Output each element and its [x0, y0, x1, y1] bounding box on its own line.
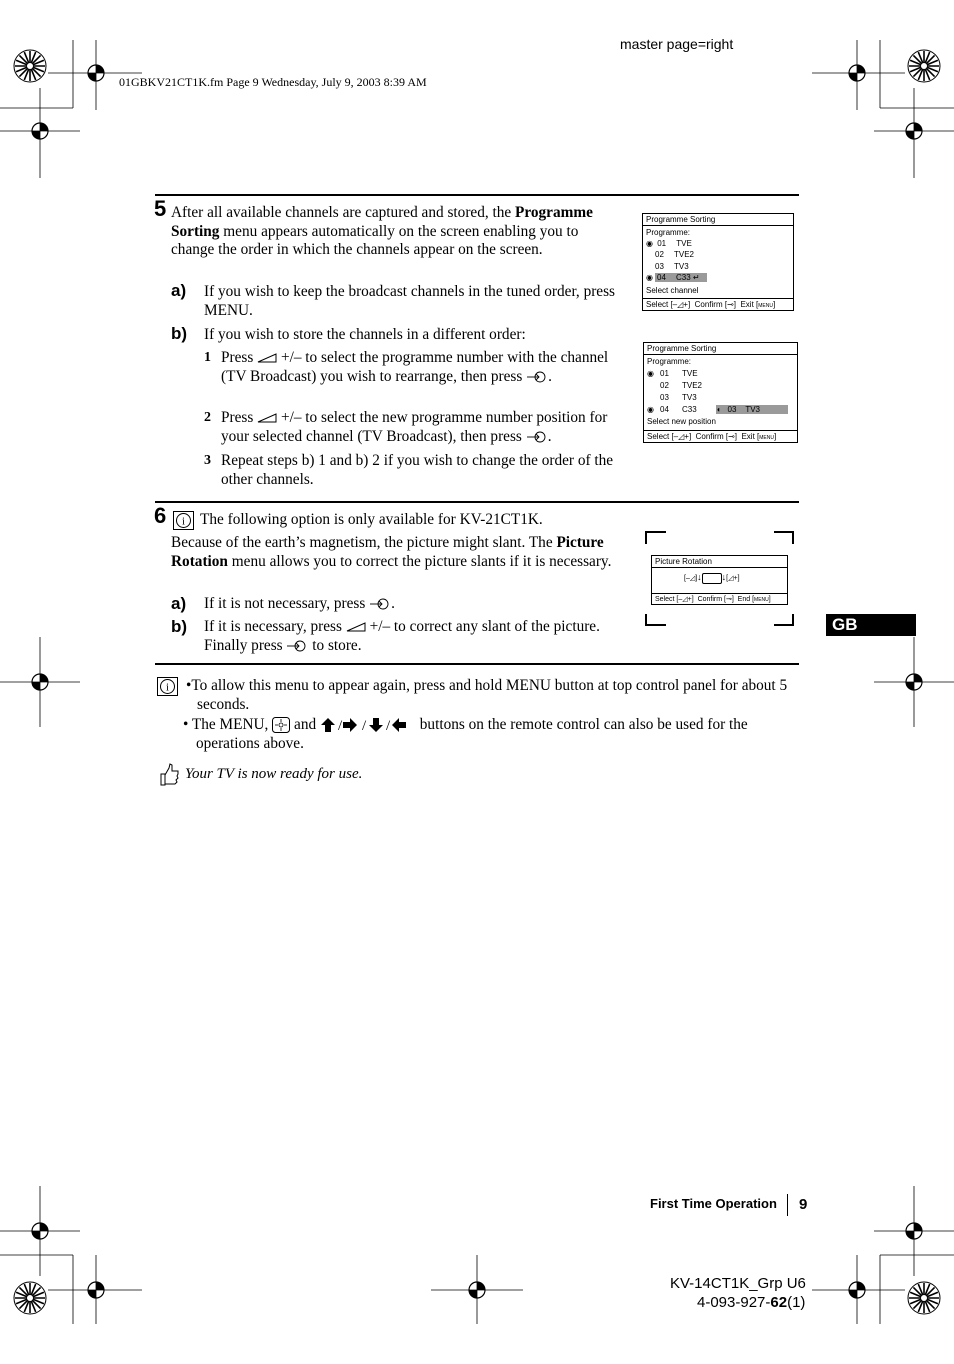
sub-step-1-pre: Press [221, 349, 258, 366]
step-6-b-text [204, 618, 624, 655]
enter-icon [369, 598, 391, 610]
menu-row-selected [647, 405, 788, 414]
enter-icon [286, 640, 308, 652]
rotate-right-arrow-icon: ↓ [721, 572, 727, 582]
step-5-a-label: a) [171, 281, 187, 300]
moving-name: TV3 [745, 405, 760, 414]
svg-text:i: i [165, 681, 170, 694]
row-name: TV3 [682, 393, 697, 402]
row-num: 02 [655, 250, 664, 259]
moving-channel [716, 405, 788, 414]
menu-label: Programme: [646, 228, 691, 237]
menu-row [646, 239, 692, 248]
menu-row [660, 381, 702, 390]
menu-row [660, 393, 697, 402]
row-name: TVE2 [682, 381, 703, 390]
step-5-number: 5 [154, 196, 167, 221]
screen-icon [702, 573, 722, 584]
row-name: C33 [682, 405, 697, 414]
row-num: 02 [660, 381, 669, 390]
note-bullet-1: •To allow this menu to appear again, press and hold MENU button at top control panel for about 5 seconds. [186, 677, 788, 713]
step-5-intro-text-end: menu appears automatically on the screen enabling you to change the order in which the channels appear on the screen. [171, 222, 579, 258]
sub-step-1-text [221, 349, 623, 386]
row-num: 01 [657, 239, 667, 248]
menu-key: MENU [754, 597, 769, 603]
section-rule-middle [155, 501, 799, 503]
menu-title: Programme Sorting [644, 343, 797, 355]
footer-select: Select [655, 596, 675, 603]
cursor-icon: ◉ [646, 239, 653, 248]
programme-sorting-menu-position [643, 342, 798, 443]
up-arrow-icon [321, 718, 335, 732]
note-bullet-2 [183, 716, 814, 753]
row-name: TVE [676, 239, 692, 248]
footer-exit: Exit [741, 432, 755, 441]
info-icon [173, 511, 194, 530]
cursor-icon: ◉ [647, 405, 654, 414]
menu-label: Programme: [647, 357, 692, 366]
svg-text:/: / [385, 718, 391, 734]
programme-sorting-menu-select [642, 213, 794, 311]
part-code-pre: 4-093-927- [697, 1294, 771, 1311]
note-bullet-2-post: buttons on the remote control can also be used for the operations above. [196, 716, 748, 752]
part-code-bold: 62 [770, 1294, 788, 1311]
step-6-b-end: to store. [308, 636, 362, 654]
row-name: C33 [676, 273, 691, 282]
file-info: 01GBKV21CT1K.fm Page 9 Wednesday, July 9, 2003 8:39 AM [119, 75, 427, 89]
down-arrow-icon [369, 718, 383, 732]
return-arrow-icon: ◖ [716, 405, 721, 414]
menu-row-selected [646, 273, 707, 282]
rotation-control: [–◿]↓ ↓[◿+] [684, 572, 740, 582]
highlight [655, 273, 707, 282]
sub-step-2-pre: Press [221, 409, 258, 426]
menu-key: MENU [759, 435, 774, 441]
sub-step-2-number: 2 [204, 410, 211, 425]
step-5-intro [171, 204, 623, 260]
footer-end: End [737, 596, 751, 603]
sub-step-1-end: . [548, 367, 552, 385]
programme-sorting-term: Programme Sorting [171, 204, 593, 240]
row-name: TVE [682, 369, 698, 378]
svg-text:/: / [361, 718, 367, 734]
info-icon [157, 677, 178, 696]
sub-step-3-text: Repeat steps b) 1 and b) 2 if you wish to change the order of the other channels. [221, 452, 614, 488]
page-number: 9 [799, 1196, 808, 1213]
step-6-a-label: a) [171, 594, 187, 613]
row-num: 03 [660, 393, 669, 402]
left-arrow-icon [392, 718, 406, 732]
menu-row [655, 262, 689, 271]
menu-footer: Select [–◿+] Confirm [⊸] Exit [MENU] [643, 298, 793, 310]
step-6-note: The following option is only available for KV-21CT1K. [200, 511, 543, 528]
part-code-post: (1) [787, 1294, 806, 1311]
sub-step-3-number: 3 [204, 453, 211, 468]
row-num: 04 [657, 273, 666, 282]
step-6-a-text [204, 595, 624, 614]
picture-rotation-term: Picture Rotation [171, 534, 604, 570]
svg-text:/: / [337, 718, 343, 734]
menu-row [647, 369, 698, 378]
master-page-label: master page=right [620, 36, 734, 52]
menu-footer: Select [–◿+] Confirm [⊸] Exit [MENU] [644, 430, 797, 442]
menu-footer: Select [–◿+] Confirm [⊸] End [MENU] [652, 593, 787, 604]
step-6-intro-text-end: menu allows you to correct the picture slants if it is necessary. [227, 552, 612, 570]
volume-wedge-icon [257, 413, 277, 423]
step-6-number: 6 [154, 503, 167, 528]
menu-status: Select new position [647, 417, 716, 426]
moving-num: 03 [727, 405, 737, 414]
model-number: KV-14CT1K_Grp U6 [670, 1275, 806, 1292]
step-5-b-label: b) [171, 324, 188, 343]
sub-step-1-number: 1 [204, 350, 211, 365]
cursor-icon: ◉ [646, 273, 653, 282]
enter-icon [526, 431, 548, 443]
volume-wedge-icon [346, 622, 366, 632]
ready-message: Your TV is now ready for use. [185, 766, 363, 782]
menu-title: Programme Sorting [643, 214, 793, 226]
footer-divider [787, 1194, 788, 1216]
section-rule-top [155, 194, 799, 196]
joystick-button-icon [272, 717, 290, 733]
row-num: 04 [660, 405, 669, 414]
footer-section-title: First Time Operation [650, 1196, 777, 1211]
step-5-a-text: If you wish to keep the broadcast channels in the tuned order, press MENU. [204, 283, 616, 319]
sub-step-2-mid: +/– to select the new programme number position for your selected channel (TV Broadcast), then press [221, 409, 608, 445]
row-num: 01 [660, 369, 669, 378]
rotate-left-arrow-icon: ↓ [697, 572, 702, 582]
footer-select: Select [646, 300, 669, 309]
enter-icon [526, 371, 548, 383]
note-bullet-2-and: and [290, 716, 320, 733]
picture-rotation-menu [651, 555, 788, 605]
volume-wedge-icon [257, 353, 277, 363]
section-rule-bottom [155, 663, 799, 665]
step-6-intro [171, 534, 625, 571]
note-bullet-2-pre: • The MENU, [183, 716, 273, 733]
step-5-b-text: If you wish to store the channels in a different order: [204, 326, 526, 343]
row-name: TV3 [674, 262, 689, 271]
sub-step-1-mid: +/– to select the programme number with the channel (TV Broadcast) you wish to rearrange, then press [221, 349, 609, 385]
thumbs-up-icon [158, 763, 180, 787]
step-6-a-pre: If it is not necessary, press [204, 595, 370, 612]
language-tab-gb [826, 614, 916, 636]
menu-key: MENU [758, 303, 773, 309]
step-5-intro-text: After all available channels are captured and stored, the [171, 204, 516, 221]
row-num: 03 [655, 262, 664, 271]
footer-confirm: Confirm [697, 596, 723, 603]
arrow-buttons-icon [320, 717, 416, 733]
step-6-b-pre: If it is necessary, press [204, 618, 346, 635]
footer-select: Select [647, 432, 670, 441]
part-code [697, 1294, 805, 1311]
footer-confirm: Confirm [695, 432, 724, 441]
svg-text:i: i [181, 515, 186, 528]
right-arrow-icon [343, 718, 357, 732]
step-6-intro-text: Because of the earth’s magnetism, the picture might slant. The [171, 534, 557, 551]
enter-arrow-icon: ↵ [692, 273, 700, 282]
sub-step-2-text [221, 409, 625, 446]
sub-step-2-end: . [547, 427, 552, 445]
step-6-a-end: . [391, 595, 395, 612]
step-6-b-mid: +/– to correct any slant of the picture. Finally press [204, 618, 600, 654]
menu-row [655, 250, 694, 259]
footer-exit: Exit [740, 300, 754, 309]
step-6-b-label: b) [171, 617, 188, 636]
tab-label: GB [832, 615, 858, 634]
menu-status: Select channel [646, 286, 699, 295]
cursor-icon: ◉ [647, 369, 654, 378]
footer-confirm: Confirm [694, 300, 723, 309]
row-name: TVE2 [674, 250, 695, 259]
menu-title: Picture Rotation [652, 556, 787, 568]
